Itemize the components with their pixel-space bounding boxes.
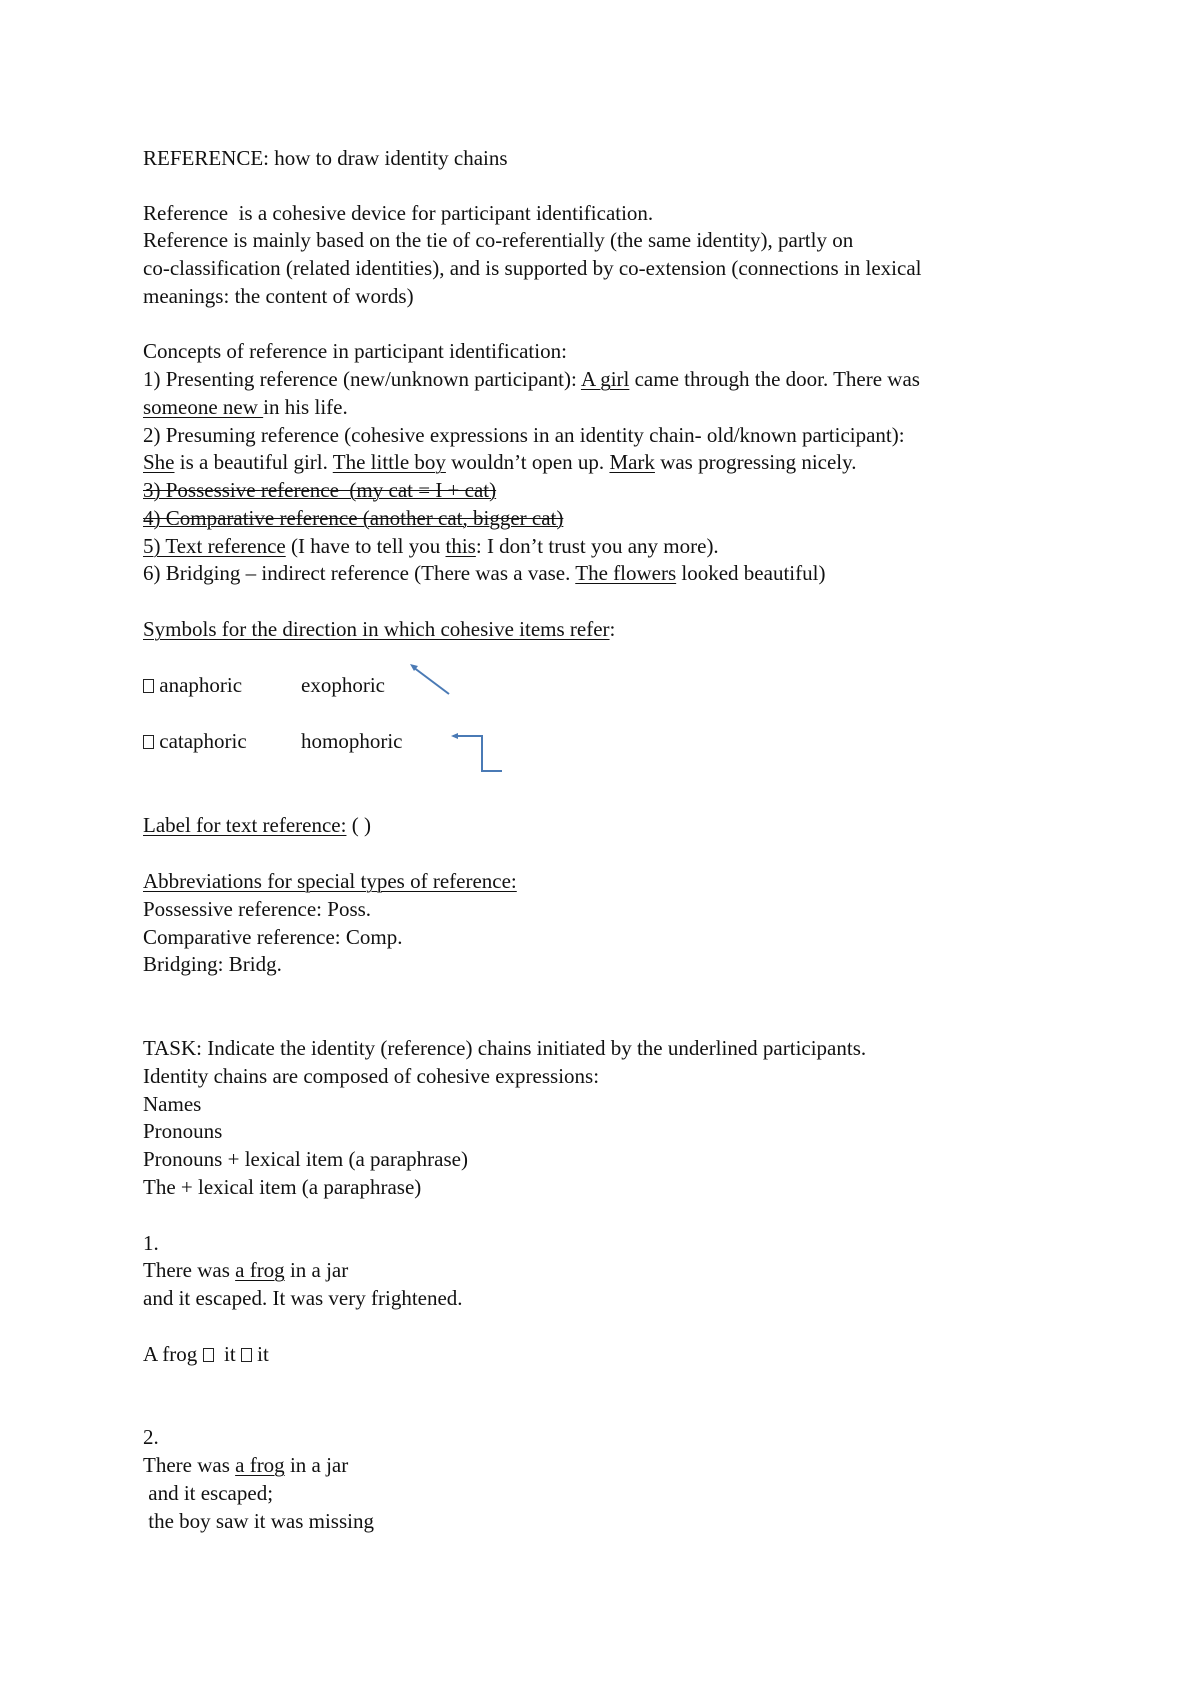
chain-arrow-box [241,1348,252,1362]
task-item-pronouns-lexical: Pronouns + lexical item (a paraphrase) [143,1147,468,1171]
concept-3: 3) Possessive reference (my cat = I + cat) [143,478,497,502]
concept-2-line-2: She is a beautiful girl. The little boy wouldn’t open up. Mark was progressing nicely. [143,450,857,474]
anaphoric-symbol-box [143,679,154,693]
abbreviation-poss: Possessive reference: Poss. [143,897,372,921]
symbol-exophoric-label: exophoric [301,673,385,697]
task-item-names: Names [143,1092,202,1116]
symbol-anaphoric-row: anaphoric [143,672,242,700]
abbreviations-heading: Abbreviations for special types of reference: [143,869,517,893]
task-line-2: Identity chains are composed of cohesive expressions: [143,1064,600,1088]
chain-arrow-box [203,1348,214,1362]
abbreviation-bridg: Bridging: Bridg. [143,952,282,976]
concept-1-line-1: 1) Presenting reference (new/unknown participant): A girl came through the door. There was [143,367,920,391]
concepts-heading: Concepts of reference in participant identification: [143,339,567,363]
task-item-pronouns: Pronouns [143,1119,223,1143]
homophoric-arrow-icon [450,728,510,776]
document-title: REFERENCE: how to draw identity chains [143,146,508,170]
example-1-number: 1. [143,1231,159,1255]
intro-line-3: co-classification (related identities), and is supported by co-extension (connections in lexical [143,256,922,280]
cataphoric-symbol-box [143,735,154,749]
example-1-line-1: There was a frog in a jar [143,1258,349,1282]
task-item-the-lexical: The + lexical item (a paraphrase) [143,1175,422,1199]
example-1-line-2: and it escaped. It was very frightened. [143,1286,463,1310]
intro-line-4: meanings: the content of words) [143,284,414,308]
concept-6: 6) Bridging – indirect reference (There was a vase. The flowers looked beautiful) [143,561,826,585]
concept-4: 4) Comparative reference (another cat, bigger cat) [143,506,564,530]
example-2-number: 2. [143,1425,159,1449]
concept-2-line-1: 2) Presuming reference (cohesive expressions in an identity chain- old/known participant): [143,423,905,447]
abbreviation-comp: Comparative reference: Comp. [143,925,403,949]
symbol-homophoric-label: homophoric [301,729,403,753]
example-2-line-3: the boy saw it was missing [143,1509,374,1533]
text-reference-label: Label for text reference: ( ) [143,813,371,837]
exophoric-arrow-icon [408,660,458,700]
symbol-cataphoric-row: cataphoric [143,728,247,756]
symbols-heading: Symbols for the direction in which cohesive items refer: [143,617,616,641]
example-1-chain: A frog it it [143,1342,269,1366]
concept-5: 5) Text reference (I have to tell you this: I don’t trust you any more). [143,534,719,558]
concept-1-line-2: someone new in his life. [143,395,348,419]
example-2-line-1: There was a frog in a jar [143,1453,349,1477]
intro-line-1: Reference is a cohesive device for participant identification. [143,201,654,225]
task-line-1: TASK: Indicate the identity (reference) chains initiated by the underlined participants. [143,1036,867,1060]
example-2-line-2: and it escaped; [143,1481,274,1505]
intro-line-2: Reference is mainly based on the tie of co-referentially (the same identity), partly on [143,228,854,252]
